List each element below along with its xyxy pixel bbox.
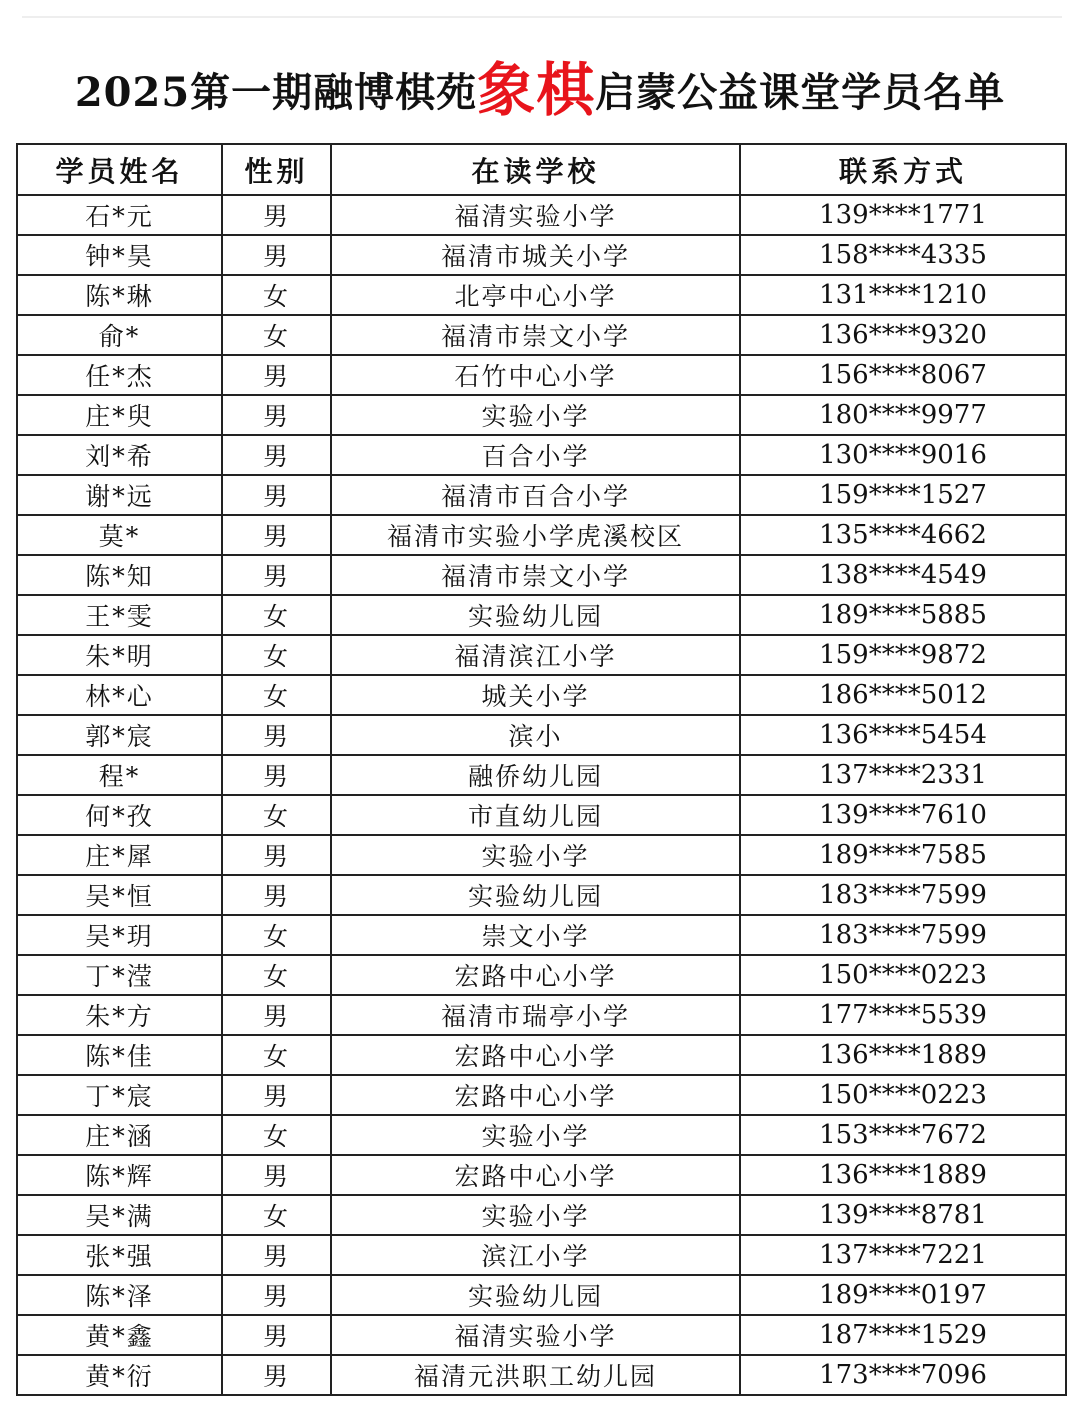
title-highlight: 象棋 <box>477 56 596 124</box>
contact-cell: 136****9320 <box>740 315 1066 355</box>
school-cell: 宏路中心小学 <box>331 1075 740 1115</box>
table-row <box>17 955 1066 995</box>
table-row <box>17 675 1066 715</box>
table-row <box>17 1315 1066 1355</box>
table-row <box>17 475 1066 515</box>
school-cell: 实验幼儿园 <box>331 1275 740 1315</box>
table-row <box>17 1035 1066 1075</box>
school-cell: 福清实验小学 <box>331 1315 740 1355</box>
gender-cell: 男 <box>222 355 331 395</box>
contact-cell: 153****7672 <box>740 1115 1066 1155</box>
school-cell: 滨江小学 <box>331 1235 740 1275</box>
contact-cell: 159****1527 <box>740 475 1066 515</box>
header-gender: 性别 <box>222 144 331 195</box>
contact-cell: 150****0223 <box>740 955 1066 995</box>
school-cell: 福清市百合小学 <box>331 475 740 515</box>
school-cell: 实验幼儿园 <box>331 595 740 635</box>
gender-cell: 男 <box>222 1155 331 1195</box>
gender-cell: 女 <box>222 1115 331 1155</box>
student-name-cell: 吴*恒 <box>17 875 222 915</box>
table-row <box>17 595 1066 635</box>
school-cell: 百合小学 <box>331 435 740 475</box>
gender-cell: 女 <box>222 595 331 635</box>
gender-cell: 女 <box>222 915 331 955</box>
contact-cell: 136****5454 <box>740 715 1066 755</box>
student-name-cell: 庄*臾 <box>17 395 222 435</box>
table-row <box>17 1275 1066 1315</box>
table-row <box>17 315 1066 355</box>
table-row <box>17 795 1066 835</box>
gender-cell: 男 <box>222 555 331 595</box>
student-name-cell: 黄*鑫 <box>17 1315 222 1355</box>
student-name-cell: 庄*涵 <box>17 1115 222 1155</box>
table-row <box>17 1155 1066 1195</box>
gender-cell: 男 <box>222 835 331 875</box>
student-name-cell: 何*孜 <box>17 795 222 835</box>
contact-cell: 137****7221 <box>740 1235 1066 1275</box>
table-row <box>17 755 1066 795</box>
student-name-cell: 黄*衍 <box>17 1355 222 1395</box>
school-cell: 福清实验小学 <box>331 195 740 235</box>
table-body <box>17 195 1066 1395</box>
table-row <box>17 715 1066 755</box>
gender-cell: 女 <box>222 1195 331 1235</box>
table-row <box>17 275 1066 315</box>
gender-cell: 男 <box>222 995 331 1035</box>
student-name-cell: 张*强 <box>17 1235 222 1275</box>
table-row <box>17 875 1066 915</box>
gender-cell: 女 <box>222 955 331 995</box>
gender-cell: 男 <box>222 1315 331 1355</box>
gender-cell: 男 <box>222 1355 331 1395</box>
contact-cell: 158****4335 <box>740 235 1066 275</box>
school-cell: 滨小 <box>331 715 740 755</box>
gender-cell: 男 <box>222 1075 331 1115</box>
contact-cell: 159****9872 <box>740 635 1066 675</box>
table-row <box>17 395 1066 435</box>
gender-cell: 男 <box>222 475 331 515</box>
contact-cell: 150****0223 <box>740 1075 1066 1115</box>
school-cell: 宏路中心小学 <box>331 1155 740 1195</box>
school-cell: 实验小学 <box>331 1195 740 1235</box>
school-cell: 城关小学 <box>331 675 740 715</box>
student-name-cell: 吴*满 <box>17 1195 222 1235</box>
table-row <box>17 435 1066 475</box>
contact-cell: 137****2331 <box>740 755 1066 795</box>
school-cell: 市直幼儿园 <box>331 795 740 835</box>
contact-cell: 189****5885 <box>740 595 1066 635</box>
contact-cell: 156****8067 <box>740 355 1066 395</box>
school-cell: 宏路中心小学 <box>331 1035 740 1075</box>
contact-cell: 183****7599 <box>740 915 1066 955</box>
student-name-cell: 陈*琳 <box>17 275 222 315</box>
table-row <box>17 1195 1066 1235</box>
table-row <box>17 995 1066 1035</box>
contact-cell: 180****9977 <box>740 395 1066 435</box>
table-row <box>17 1075 1066 1115</box>
contact-cell: 138****4549 <box>740 555 1066 595</box>
table-row <box>17 195 1066 235</box>
school-cell: 福清市实验小学虎溪校区 <box>331 515 740 555</box>
table-row <box>17 515 1066 555</box>
contact-cell: 173****7096 <box>740 1355 1066 1395</box>
student-name-cell: 郭*宸 <box>17 715 222 755</box>
contact-cell: 130****9016 <box>740 435 1066 475</box>
gender-cell: 男 <box>222 395 331 435</box>
table-row <box>17 835 1066 875</box>
header-school: 在读学校 <box>331 144 740 195</box>
gender-cell: 男 <box>222 715 331 755</box>
student-name-cell: 陈*泽 <box>17 1275 222 1315</box>
student-name-cell: 吴*玥 <box>17 915 222 955</box>
contact-cell: 177****5539 <box>740 995 1066 1035</box>
school-cell: 福清市城关小学 <box>331 235 740 275</box>
contact-cell: 135****4662 <box>740 515 1066 555</box>
table-row <box>17 1235 1066 1275</box>
contact-cell: 131****1210 <box>740 275 1066 315</box>
student-name-cell: 莫* <box>17 515 222 555</box>
table-row <box>17 915 1066 955</box>
gender-cell: 女 <box>222 675 331 715</box>
gender-cell: 女 <box>222 795 331 835</box>
school-cell: 石竹中心小学 <box>331 355 740 395</box>
school-cell: 实验小学 <box>331 395 740 435</box>
header-contact: 联系方式 <box>740 144 1066 195</box>
page-title <box>0 50 1080 130</box>
gender-cell: 女 <box>222 275 331 315</box>
gender-cell: 女 <box>222 315 331 355</box>
student-name-cell: 程* <box>17 755 222 795</box>
contact-cell: 139****8781 <box>740 1195 1066 1235</box>
school-cell: 实验小学 <box>331 835 740 875</box>
school-cell: 北亭中心小学 <box>331 275 740 315</box>
school-cell: 融侨幼儿园 <box>331 755 740 795</box>
gender-cell: 男 <box>222 875 331 915</box>
table-row <box>17 1355 1066 1395</box>
table-header-row <box>17 144 1066 195</box>
gender-cell: 男 <box>222 755 331 795</box>
student-name-cell: 朱*方 <box>17 995 222 1035</box>
student-roster-table <box>16 143 1067 1396</box>
table-row <box>17 1115 1066 1155</box>
gender-cell: 女 <box>222 1035 331 1075</box>
header-name: 学员姓名 <box>17 144 222 195</box>
title-prefix: 2025第一期融博棋苑 <box>74 69 478 116</box>
gender-cell: 男 <box>222 1275 331 1315</box>
student-name-cell: 石*元 <box>17 195 222 235</box>
student-name-cell: 任*杰 <box>17 355 222 395</box>
school-cell: 福清市瑞亭小学 <box>331 995 740 1035</box>
school-cell: 宏路中心小学 <box>331 955 740 995</box>
table-row <box>17 555 1066 595</box>
school-cell: 福清元洪职工幼儿园 <box>331 1355 740 1395</box>
student-name-cell: 王*雯 <box>17 595 222 635</box>
contact-cell: 136****1889 <box>740 1155 1066 1195</box>
student-name-cell: 陈*知 <box>17 555 222 595</box>
school-cell: 福清市崇文小学 <box>331 315 740 355</box>
student-name-cell: 丁*宸 <box>17 1075 222 1115</box>
table-row <box>17 235 1066 275</box>
student-name-cell: 刘*希 <box>17 435 222 475</box>
contact-cell: 189****0197 <box>740 1275 1066 1315</box>
student-name-cell: 庄*犀 <box>17 835 222 875</box>
school-cell: 福清市崇文小学 <box>331 555 740 595</box>
student-name-cell: 谢*远 <box>17 475 222 515</box>
contact-cell: 189****7585 <box>740 835 1066 875</box>
student-name-cell: 俞* <box>17 315 222 355</box>
contact-cell: 139****7610 <box>740 795 1066 835</box>
school-cell: 崇文小学 <box>331 915 740 955</box>
contact-cell: 139****1771 <box>740 195 1066 235</box>
table-row <box>17 635 1066 675</box>
gender-cell: 男 <box>222 435 331 475</box>
school-cell: 实验幼儿园 <box>331 875 740 915</box>
student-name-cell: 林*心 <box>17 675 222 715</box>
student-name-cell: 钟*昊 <box>17 235 222 275</box>
gender-cell: 男 <box>222 195 331 235</box>
top-divider <box>22 16 1062 18</box>
table-row <box>17 355 1066 395</box>
student-name-cell: 陈*佳 <box>17 1035 222 1075</box>
gender-cell: 男 <box>222 515 331 555</box>
contact-cell: 136****1889 <box>740 1035 1066 1075</box>
student-name-cell: 陈*辉 <box>17 1155 222 1195</box>
contact-cell: 187****1529 <box>740 1315 1066 1355</box>
gender-cell: 女 <box>222 635 331 675</box>
title-suffix: 启蒙公益课堂学员名单 <box>595 69 1006 116</box>
gender-cell: 男 <box>222 235 331 275</box>
student-name-cell: 丁*滢 <box>17 955 222 995</box>
contact-cell: 186****5012 <box>740 675 1066 715</box>
contact-cell: 183****7599 <box>740 875 1066 915</box>
school-cell: 福清滨江小学 <box>331 635 740 675</box>
school-cell: 实验小学 <box>331 1115 740 1155</box>
student-name-cell: 朱*明 <box>17 635 222 675</box>
gender-cell: 男 <box>222 1235 331 1275</box>
